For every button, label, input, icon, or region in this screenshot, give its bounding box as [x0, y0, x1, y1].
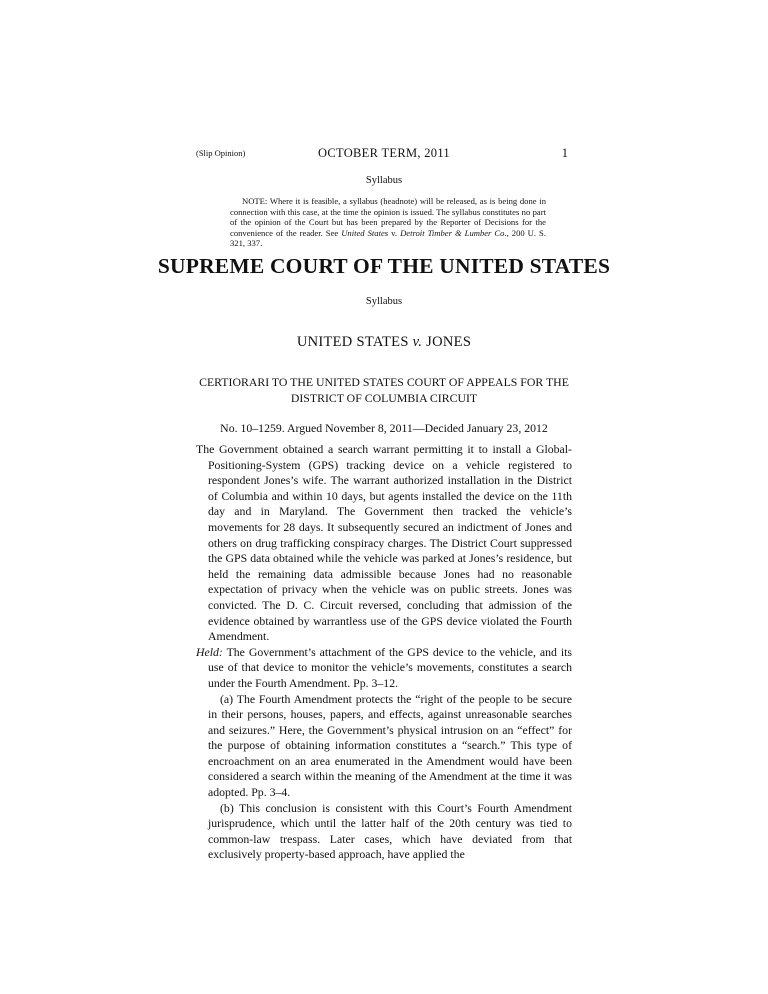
caption-party2: JONES [426, 334, 472, 350]
docket-line: No. 10–1259. Argued November 8, 2011—Decided January 23, 2012 [220, 421, 548, 435]
running-head: Syllabus [365, 175, 403, 186]
case-caption [0, 334, 768, 351]
syllabus-body [196, 442, 572, 863]
held-text: The Government’s attachment of the GPS device to the vehicle, and its use of that device to monitor the vehicle’s movements, constitutes a search under the Fourth Amendment. Pp. 3–12. [208, 644, 572, 690]
caption-party1: UNITED STATES [296, 334, 409, 350]
note-label: NOTE: [242, 196, 268, 206]
note-cite-v: v. [391, 227, 398, 238]
certiorari-line: CERTIORARI TO THE UNITED STATES COURT OF APPEALS FOR THE DISTRICT OF COLUMBIA CIRCUIT [199, 375, 569, 405]
page-number: 1 [561, 146, 568, 160]
caption-versus: v. [412, 334, 423, 350]
paragraph-a: (a) The Fourth Amendment protects the “right of the people to be secure in their persons, houses, papers, and effects, against unreasonable searches and seizures.” Here, the Government’s physical intrusion on an “effect” for the purpose of obtaining information constitutes a “search.” This type of encroachment on an area enumerated in the Amendment would have been considered a search within the meaning of the Amendment at the time it was adopted. Pp. 3–4. [208, 691, 572, 800]
facts-paragraph: The Government obtained a search warrant permitting it to install a Global-Positioning-System (GPS) tracking device on a vehicle registered to respondent Jones’s wife. The warrant authorized installation in the District of Columbia and within 10 days, but agents installed the device on the 11th day and in Maryland. The Government then tracked the vehicle’s movements for 28 days. It subsequently secured an indictment of Jones and others on drug trafficking conspiracy charges. The District Court suppressed the GPS data obtained while the vehicle was parked at Jones’s residence, but held the remaining data admissible because Jones had no reasonable expectation of privacy when the vehicle was on public streets. Jones was convicted. The D. C. Circuit reversed, concluding that admission of the evidence obtained by warrantless use of the GPS device violated the Fourth Amendment. [196, 442, 572, 644]
court-title: SUPREME COURT OF THE UNITED STATES [157, 254, 611, 278]
paragraph-b: (b) This conclusion is consistent with this Court’s Fourth Amendment jurisprudence, which until the latter half of the 20th century was tied to common-law trespass. Later cases, which have deviated from that exclusively property-based approach, have applied the [208, 800, 572, 862]
syllabus-note [230, 196, 546, 249]
note-cite-case2: Detroit Timber & Lumber Co., [400, 227, 509, 238]
syllabus-heading: Syllabus [365, 296, 403, 307]
note-body: Where it is feasible, a syllabus (headnote) will be released, as is being done in connection with this case, at the time the opinion is issued. The syllabus constitutes no part of the opinion of the Court but has been prepared by the Reporter of Decisions for the convenience of the reader. See [230, 196, 546, 238]
held-paragraph [196, 645, 572, 692]
held-label: Held: [196, 644, 223, 659]
slip-opinion-label: (Slip Opinion) [196, 148, 246, 158]
page-header [196, 146, 572, 162]
note-cite-tail: 200 U. S. 321, 337. [230, 227, 546, 249]
note-cite-case1: United States [341, 227, 389, 238]
term-label: OCTOBER TERM, 2011 [318, 146, 450, 160]
